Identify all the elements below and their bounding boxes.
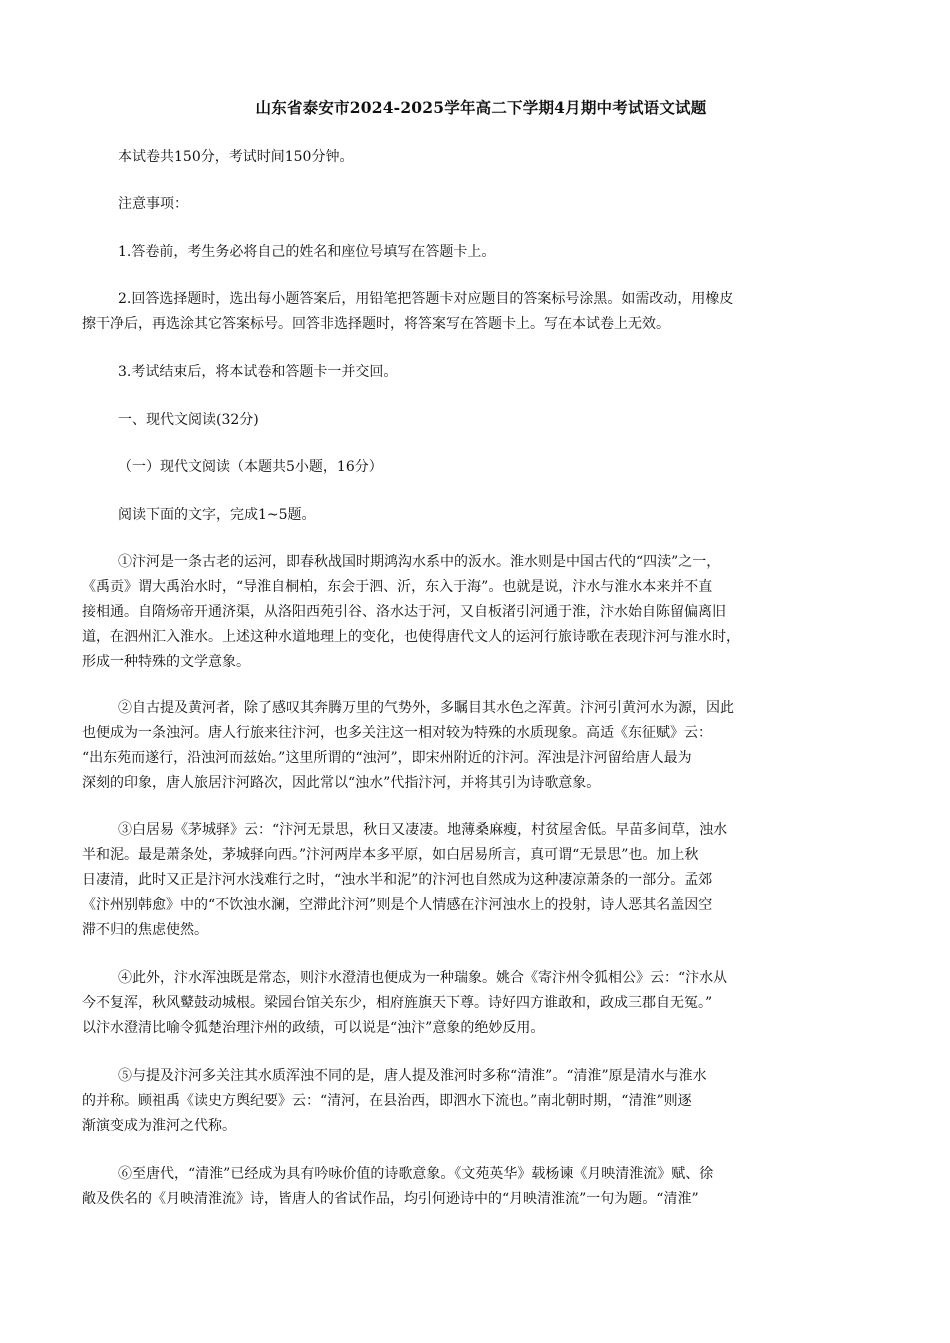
paragraph-2 [82, 696, 880, 796]
paragraph-line: ③白居易《茅城驿》云：“汴河无景思，秋日又凄凄。地薄桑麻瘦，村贫屋舍低。早苗多间草，浊水 [118, 822, 728, 838]
paragraph-line: 半和泥。最是萧条处，茅城驿向西。”汴河两岸本多平原，如白居易所言，真可谓“无景思”也。加上秋 [82, 847, 699, 863]
paragraph-1 [82, 550, 880, 675]
paragraph-line: 《汴州别韩愈》中的“不饮浊水澜，空滞此汴河”则是个人情感在汴河浊水上的投射，诗人恶其名盖因空 [82, 897, 713, 913]
notice-item-1: 1.答卷前，考生务必将自己的姓名和座位号填写在答题卡上。 [118, 244, 496, 260]
paragraph-line: “出东苑而遂行，沿浊河而兹始。”这里所谓的“浊河”，即宋州附近的汴河。浑浊是汴河留给唐人最为 [82, 750, 692, 766]
paragraph-line: 滞不归的焦虑使然。 [82, 922, 208, 938]
paragraph-line: 深刻的印象，唐人旅居汴河路次，因此常以“浊水”代指汴河，并将其引为诗歌意象。 [82, 775, 601, 791]
paragraph-line: ④此外，汴水浑浊既是常态，则汴水澄清也便成为一种瑞象。姚合《寄汴州令狐相公》云：“汴水从 [118, 970, 728, 986]
paragraph-4 [82, 966, 880, 1041]
page-title: 山东省泰安市2024-2025学年高二下学期4月期中考试语文试题 [255, 98, 707, 117]
paragraph-line: 形成一种特殊的文学意象。 [82, 654, 250, 670]
paragraph-line: ⑤与提及汴河多关注其水质浑浊不同的是，唐人提及淮河时多称“清淮”。“清淮”原是清水与淮水 [118, 1068, 707, 1084]
section-heading: 一、现代文阅读(32分) [118, 412, 259, 428]
paragraph-line: 今不复浑，秋风鼙鼓动城根。梁园台馆关东少，相府旌旗天下尊。诗好四方谁敢和，政成三郡自无冤。” [82, 995, 713, 1011]
intro-line: 本试卷共150分，考试时间150分钟。 [118, 149, 354, 165]
paragraph-line: 接相通。自隋炀帝开通济渠，从洛阳西苑引谷、洛水达于河，又自板渚引河通于淮，汴水始自陈留偏离旧 [82, 604, 726, 620]
notice-item-2-line: 2.回答选择题时，选出每小题答案后，用铅笔把答题卡对应题目的答案标号涂黑。如需改动，用橡皮 [118, 291, 734, 307]
notice-item-2-line: 擦干净后，再选涂其它答案标号。回答非选择题时，将答案写在答题卡上。写在本试卷上无效。 [82, 316, 670, 332]
paragraph-line: 以汴水澄清比喻令狐楚治理汴州的政绩，可以说是“浊汴”意象的绝妙反用。 [82, 1020, 545, 1036]
notice-heading: 注意事项： [118, 196, 188, 212]
reading-instruction: 阅读下面的文字，完成1~5题。 [118, 507, 316, 523]
subsection-heading: （一）现代文阅读（本题共5小题，16分） [118, 459, 383, 475]
paragraph-line: 的并称。顾祖禹《读史方舆纪要》云：“清河，在县治西，即泗水下流也。”南北朝时期，“清淮”则逐 [82, 1093, 692, 1109]
notice-item-3: 3.考试结束后，将本试卷和答题卡一并交回。 [118, 364, 398, 380]
paragraph-line: 渐演变成为淮河之代称。 [82, 1118, 236, 1134]
paragraph-line: 道，在泗州汇入淮水。上述这种水道地理上的变化，也使得唐代文人的运河行旅诗歌在表现汴河与淮水时， [82, 629, 740, 645]
paragraph-5 [82, 1064, 880, 1139]
paragraph-line: ②自古提及黄河者，除了感叹其奔腾万里的气势外，多瞩目其水色之浑黄。汴河引黄河水为源，因此 [118, 700, 734, 716]
paragraph-line: ⑥至唐代，“清淮”已经成为具有吟咏价值的诗歌意象。《文苑英华》载杨谏《月映清淮流》赋、徐 [118, 1166, 714, 1182]
paragraph-line: ①汴河是一条古老的运河，即春秋战国时期鸿沟水系中的汳水。淮水则是中国古代的“四渎”之一， [118, 554, 721, 570]
notice-item-2 [82, 287, 880, 337]
paragraph-line: 《禹贡》谓大禹治水时，“导淮自桐柏，东会于泗、沂，东入于海”。也就是说，汴水与淮水本来并不直 [82, 579, 713, 595]
paragraph-line: 敞及佚名的《月映清淮流》诗，皆唐人的省试作品，均引何逊诗中的“月映清淮流”一句为题。“清淮” [82, 1191, 699, 1207]
paragraph-line: 也便成为一条浊河。唐人行旅来往汴河，也多关注这一相对较为特殊的水质现象。高适《东征赋》云： [82, 725, 712, 741]
paragraph-3 [82, 818, 880, 943]
paragraph-line: 日凄清，此时又正是汴河水浅难行之时，“浊水半和泥”的汴河也自然成为这种凄凉萧条的一部分。孟郊 [82, 872, 713, 888]
paragraph-6 [82, 1162, 880, 1212]
